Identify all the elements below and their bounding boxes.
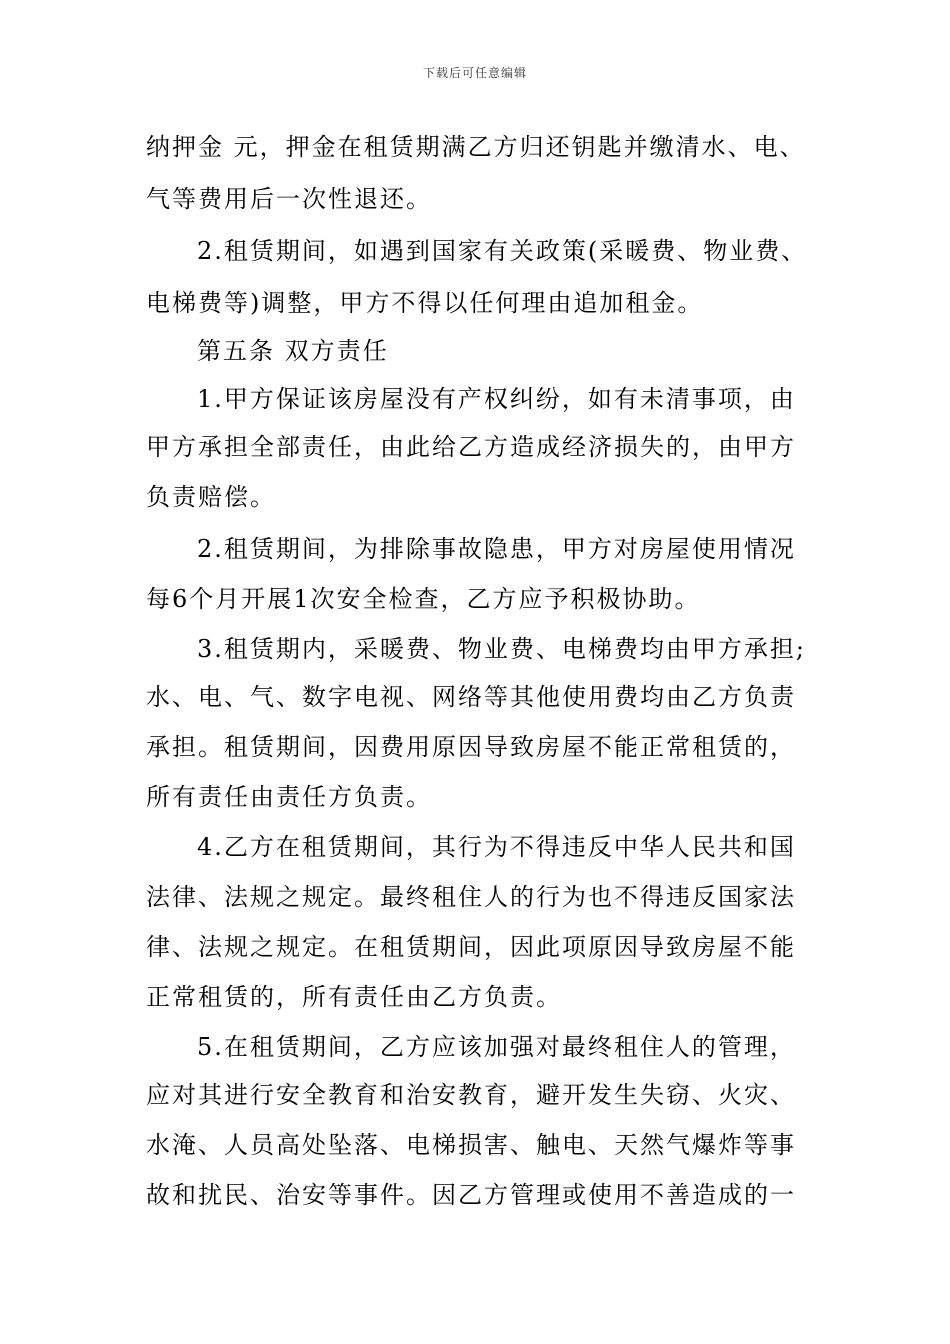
text-line: 水淹、人员高处坠落、电梯损害、触电、天然气爆炸等事 [146, 1131, 796, 1159]
text-line: 承担。租赁期间，因费用原因导致房屋不能正常租赁的， [146, 733, 796, 761]
text-line: 气等费用后一次性退还。 [146, 185, 432, 213]
text-line: 故和扰民、治安等事件。因乙方管理或使用不善造成的一 [146, 1181, 796, 1209]
text-line: 4.乙方在租赁期间，其行为不得违反中华人民共和国 [197, 833, 796, 861]
section-heading: 第五条 双方责任 [197, 337, 389, 365]
text-line: 法律、法规之规定。最终租住人的行为也不得违反国家法 [146, 883, 796, 911]
text-line: 应对其进行安全教育和治安教育，避开发生失窃、火灾、 [146, 1081, 796, 1109]
text-line: 水、电、气、数字电视、网络等其他使用费均由乙方负责 [146, 683, 796, 711]
text-line: 负责赔偿。 [146, 483, 276, 511]
text-line: 纳押金 元，押金在租赁期满乙方归还钥匙并缴清水、电、 [146, 133, 806, 161]
text-line: 3.租赁期内，采暖费、物业费、电梯费均由甲方承担; [197, 635, 806, 663]
text-line: 2.租赁期间，为排除事故隐患，甲方对房屋使用情况 [197, 535, 796, 563]
text-line: 律、法规之规定。在租赁期间，因此项原因导致房屋不能 [146, 933, 796, 961]
text-line: 电梯费等)调整，甲方不得以任何理由追加租金。 [146, 289, 704, 317]
header-note: 下载后可任意编辑 [422, 66, 527, 80]
text-line: 正常租赁的，所有责任由乙方负责。 [146, 983, 562, 1011]
text-line: 每6个月开展1次安全检查，乙方应予积极协助。 [146, 585, 701, 613]
text-line: 2.租赁期间，如遇到国家有关政策(采暖费、物业费、 [197, 237, 808, 265]
text-line: 1.甲方保证该房屋没有产权纠纷，如有未清事项，由 [197, 385, 796, 413]
text-line: 甲方承担全部责任，由此给乙方造成经济损失的，由甲方 [146, 433, 796, 461]
text-line: 5.在租赁期间，乙方应该加强对最终租住人的管理， [197, 1033, 796, 1061]
text-line: 所有责任由责任方负责。 [146, 783, 432, 811]
